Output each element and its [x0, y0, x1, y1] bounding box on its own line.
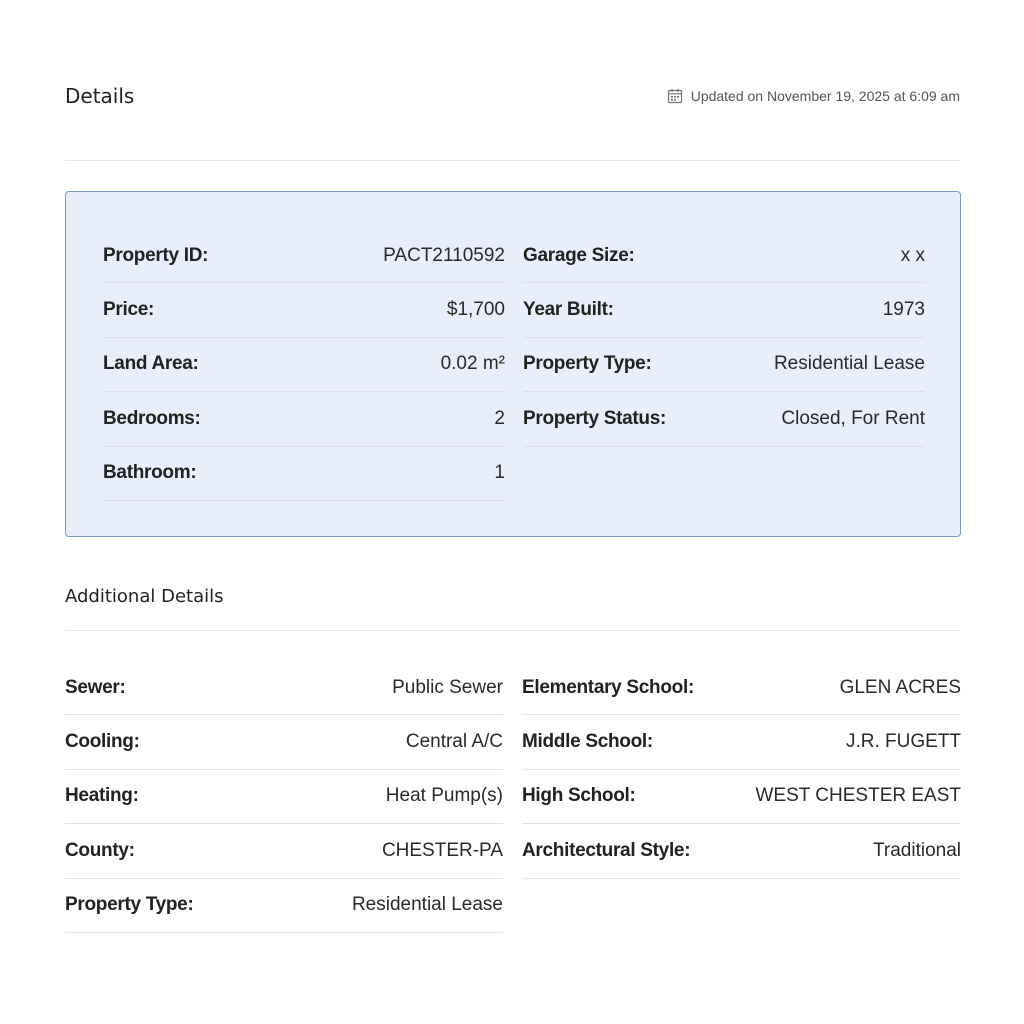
- detail-value: $1,700: [446, 299, 505, 321]
- additional-row-architectural-style: [522, 824, 961, 878]
- detail-label: Middle School:: [522, 731, 653, 753]
- additional-left-column: [65, 661, 503, 933]
- detail-label: Property ID:: [103, 244, 209, 266]
- additional-row-heating: [65, 770, 503, 824]
- detail-label: Bedrooms:: [103, 407, 201, 429]
- detail-value: WEST CHESTER EAST: [755, 785, 961, 807]
- additional-row-elementary-school: [522, 661, 961, 715]
- detail-row-price: [103, 283, 505, 337]
- additional-row-property-type: [65, 879, 503, 933]
- detail-row-year-built: [523, 283, 925, 337]
- detail-label: Elementary School:: [522, 676, 694, 698]
- detail-value: Residential Lease: [773, 353, 925, 375]
- detail-row-property-status: [523, 392, 925, 446]
- detail-value: PACT2110592: [383, 244, 505, 266]
- detail-label: Land Area:: [103, 353, 199, 375]
- detail-label: Architectural Style:: [522, 839, 691, 861]
- detail-label: Property Status:: [523, 407, 667, 429]
- details-left-column: [103, 229, 505, 501]
- detail-label: Bathroom:: [103, 462, 197, 484]
- detail-row-garage-size: [523, 229, 925, 283]
- detail-value: 1: [494, 462, 505, 484]
- updated-text: Updated on November 19, 2025 at 6:09 am: [690, 88, 960, 104]
- detail-value: 1973: [882, 299, 925, 321]
- detail-value: J.R. FUGETT: [845, 731, 961, 753]
- additional-row-sewer: [65, 661, 503, 715]
- updated-timestamp: [667, 88, 960, 104]
- details-right-column: [523, 229, 925, 447]
- detail-value: x x: [900, 244, 925, 266]
- details-heading: Details: [65, 84, 135, 108]
- detail-label: Property Type:: [523, 353, 652, 375]
- detail-row-bedrooms: [103, 392, 505, 446]
- additional-row-high-school: [522, 770, 961, 824]
- detail-value: Traditional: [872, 839, 961, 861]
- detail-label: Sewer:: [65, 676, 126, 698]
- detail-label: Heating:: [65, 785, 139, 807]
- detail-row-property-id: [103, 229, 505, 283]
- detail-value: Central A/C: [405, 731, 503, 753]
- detail-row-property-type: [523, 338, 925, 392]
- calendar-icon: [667, 88, 683, 104]
- divider: [65, 630, 961, 631]
- detail-value: 2: [494, 407, 505, 429]
- detail-label: Price:: [103, 299, 155, 321]
- divider: [65, 160, 961, 161]
- detail-value: Public Sewer: [392, 676, 503, 698]
- detail-value: Closed, For Rent: [781, 407, 925, 429]
- details-card: [65, 191, 961, 537]
- detail-label: Cooling:: [65, 731, 140, 753]
- detail-label: High School:: [522, 785, 636, 807]
- additional-details-heading: Additional Details: [65, 586, 224, 607]
- additional-row-cooling: [65, 715, 503, 769]
- detail-row-land-area: [103, 338, 505, 392]
- additional-row-middle-school: [522, 715, 961, 769]
- detail-value: 0.02 m²: [440, 353, 505, 375]
- detail-label: Year Built:: [523, 299, 614, 321]
- detail-value: Heat Pump(s): [385, 785, 503, 807]
- detail-value: Residential Lease: [351, 894, 503, 916]
- detail-row-bathroom: [103, 447, 505, 501]
- detail-label: Garage Size:: [523, 244, 635, 266]
- detail-label: County:: [65, 839, 135, 861]
- additional-row-county: [65, 824, 503, 878]
- detail-value: GLEN ACRES: [839, 676, 961, 698]
- detail-label: Property Type:: [65, 894, 194, 916]
- additional-right-column: [522, 661, 961, 879]
- detail-value: CHESTER-PA: [381, 839, 503, 861]
